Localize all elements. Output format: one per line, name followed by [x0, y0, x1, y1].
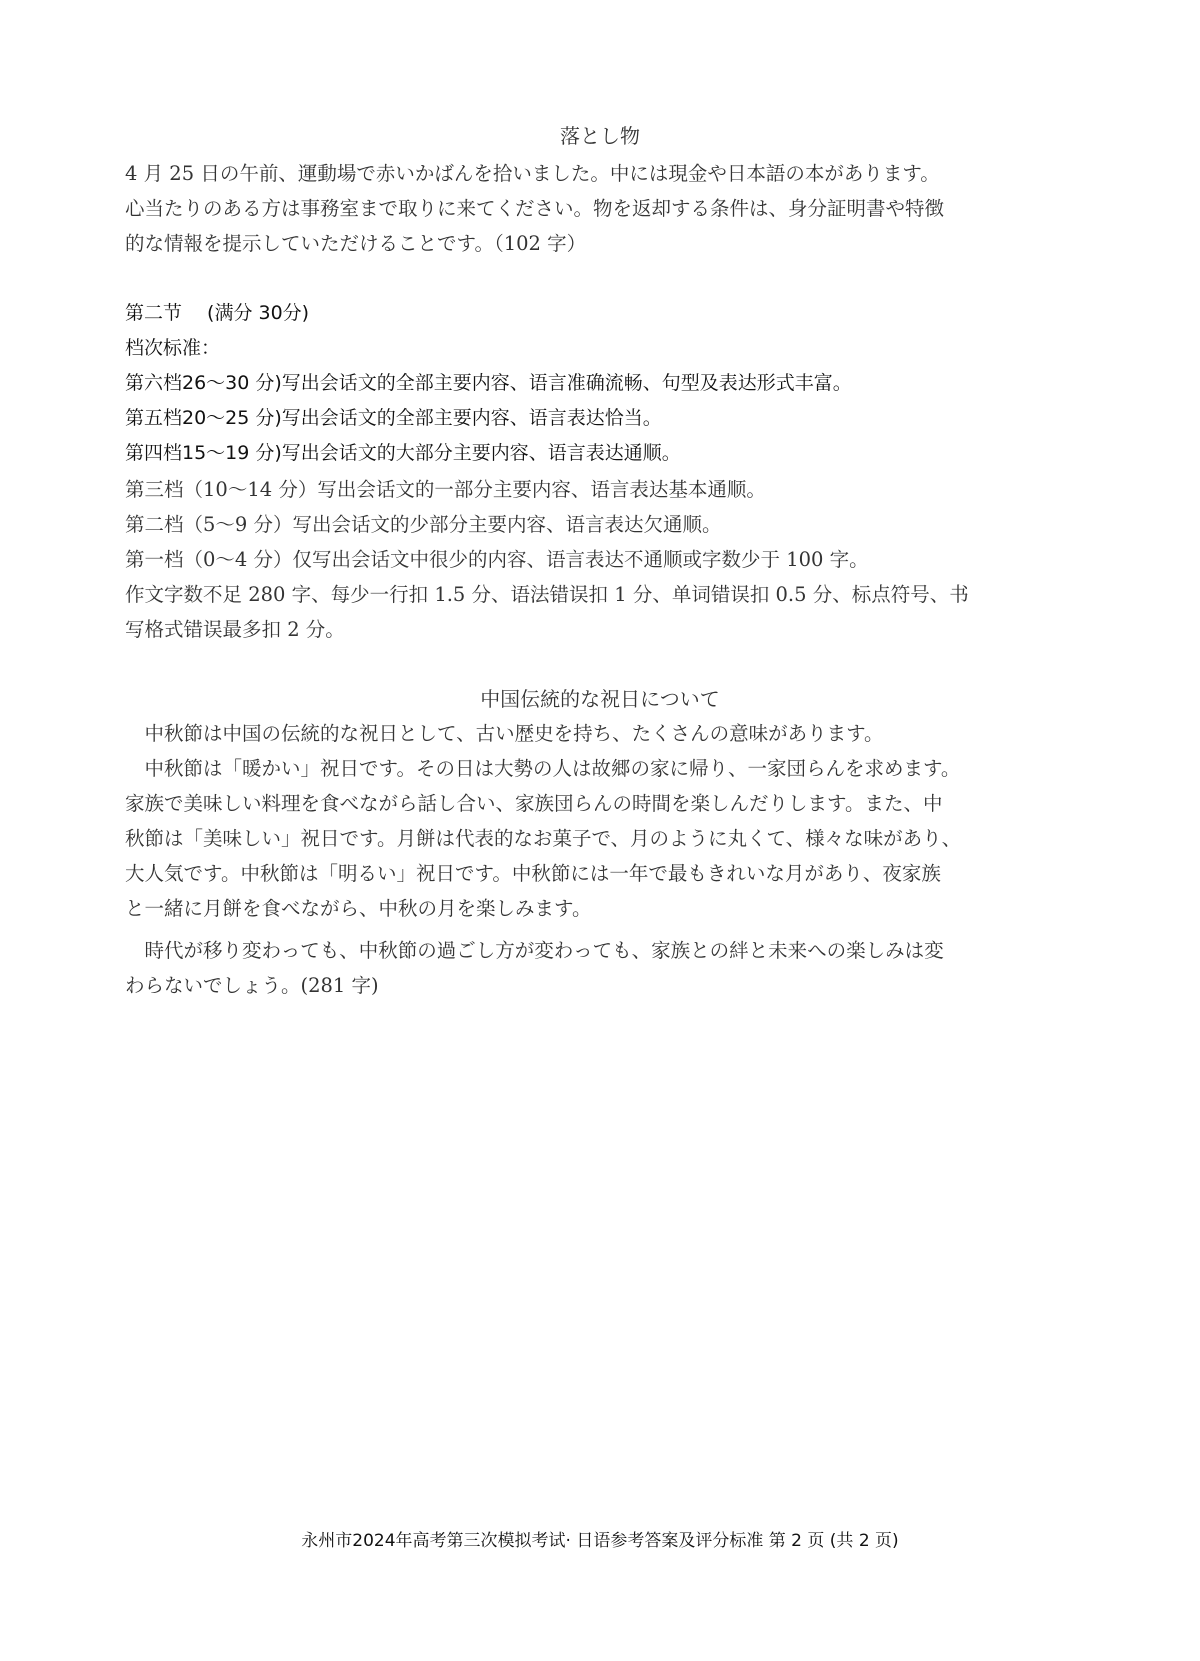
section1-line-3: 的な情報を提示していただけることです。（102 字） — [125, 232, 587, 255]
criteria-item-6: 第六档26～30 分)写出会话文的全部主要内容、语言准确流畅、句型及表达形式丰富。 — [125, 372, 852, 394]
deduction-line-2: 写格式错误最多扣 2 分。 — [125, 618, 345, 641]
essay-line-6: と一緒に月餅を食べながら、中秋の月を楽しみます。 — [125, 897, 592, 920]
essay-line-3: 家族で美味しい料理を食べながら話し合い、家族団らんの時間を楽しんだりします。また、中 — [125, 792, 943, 815]
section2-heading: 第二节 (满分 30分) — [125, 302, 310, 324]
criteria-item-5: 第五档20～25 分)写出会话文的全部主要内容、语言表达恰当。 — [125, 407, 662, 429]
criteria-label: 档次标准： — [125, 337, 221, 359]
essay-line-1: 中秋節は中国の伝統的な祝日として、古い歴史を持ち、たくさんの意味があります。 — [125, 722, 884, 745]
page-footer: 永州市2024年高考第三次模拟考试· 日语参考答案及评分标准 第 2 页 (共 2 页) — [301, 1531, 899, 1551]
essay-line-8: わらないでしょう。(281 字) — [125, 974, 379, 997]
essay-line-4: 秋節は「美味しい」祝日です。月餅は代表的なお菓子で、月のように丸くて、様々な味があり、 — [125, 827, 962, 850]
essay-line-2: 中秋節は「暖かい」祝日です。その日は大勢の人は故郷の家に帰り、一家団らんを求めます。 — [125, 757, 961, 780]
criteria-item-2: 第二档（5～9 分）写出会话文的少部分主要内容、语言表达欠通顺。 — [125, 513, 722, 536]
criteria-item-3: 第三档（10～14 分）写出会话文的一部分主要内容、语言表达基本通顺。 — [125, 478, 766, 501]
criteria-item-4: 第四档15～19 分)写出会话文的大部分主要内容、语言表达通顺。 — [125, 442, 681, 464]
criteria-item-1: 第一档（0～4 分）仅写出会话文中很少的内容、语言表达不通顺或字数少于 100 字。 — [125, 548, 869, 571]
section3-title: 中国伝統的な祝日について — [480, 687, 720, 711]
essay-line-7: 時代が移り変わっても、中秋節の過ごし方が変わっても、家族との絆と未来への楽しみは変 — [125, 939, 944, 962]
deduction-line-1: 作文字数不足 280 字、每少一行扣 1.5 分、语法错误扣 1 分、单词错误扣 0.5 分、标点符号、书 — [125, 583, 969, 606]
section1-line-2: 心当たりのある方は事務室まで取りに来てください。物を返却する条件は、身分証明書や特徴 — [125, 197, 945, 220]
section1-line-1: 4 月 25 日の午前、運動場で赤いかばんを拾いました。中には現金や日本語の本があります。 — [125, 162, 940, 185]
essay-line-5: 大人気です。中秋節は「明るい」祝日です。中秋節には一年で最もきれいな月があり、夜家族 — [125, 862, 941, 885]
section1-title: 落とし物 — [560, 124, 640, 148]
